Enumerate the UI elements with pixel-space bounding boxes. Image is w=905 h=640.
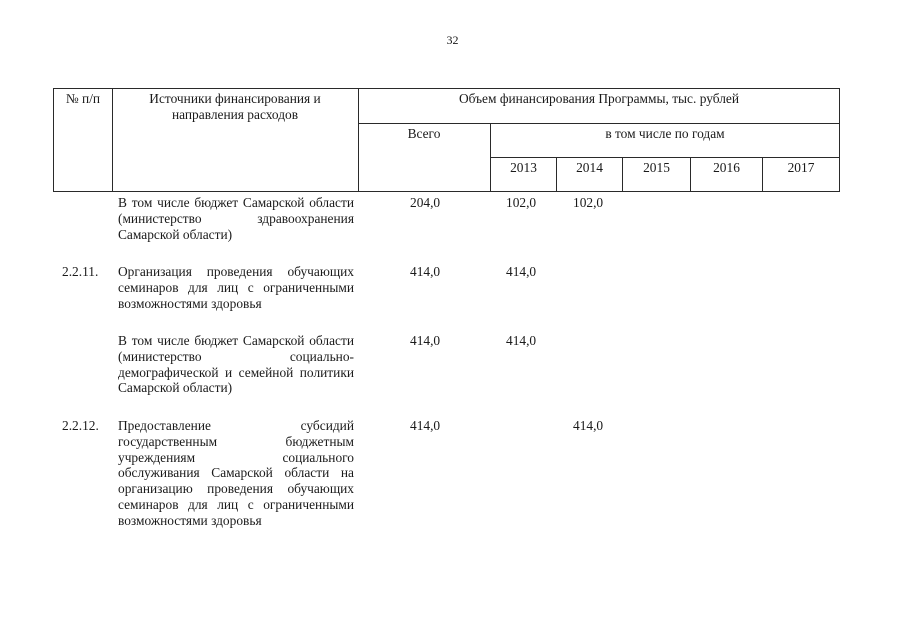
table-left-border — [53, 88, 54, 192]
header-year-2017: 2017 — [787, 160, 815, 175]
page-number: 32 — [446, 33, 459, 47]
header-source: Источники финансирования и направления расходов — [149, 91, 321, 122]
years-top-line — [490, 157, 840, 158]
row-4-text: Предоставление субсидий государственным бюджетным учреждениям социального обслуживания Самарской области на организацию проведения обучающих семинаров для лиц с ограниченными возможностями здоровья — [118, 418, 354, 528]
row-2-text: Организация проведения обучающих семинаров для лиц с ограниченными возможностями здоровья — [118, 264, 354, 311]
row-1-2014: 102,0 — [573, 195, 604, 210]
row-2-num: 2.2.11. — [62, 264, 99, 279]
row-4-num: 2.2.12. — [62, 418, 99, 433]
row-1-total: 204,0 — [410, 195, 441, 210]
header-total: Всего — [407, 126, 441, 141]
row-4-2014: 414,0 — [573, 418, 604, 433]
header-bottom-border — [53, 191, 840, 192]
col-divider-num — [112, 88, 113, 192]
row-3-2013: 414,0 — [506, 333, 537, 348]
header-by-years: в том числе по годам — [605, 126, 725, 141]
row-2-total: 414,0 — [410, 264, 441, 279]
header-year-2016: 2016 — [713, 160, 740, 175]
header-num: № п/п — [65, 91, 101, 106]
row-4-total: 414,0 — [410, 418, 441, 433]
row-2-2013: 414,0 — [506, 264, 537, 279]
row-3-total: 414,0 — [410, 333, 441, 348]
row-1-text: В том числе бюджет Самарской области (министерство здравоохранения Самарской области) — [118, 195, 354, 242]
header-funding: Объем финансирования Программы, тыс. рублей — [458, 91, 739, 106]
col-divider-source — [358, 88, 359, 192]
header-year-2013: 2013 — [510, 160, 537, 175]
col-divider-total — [490, 123, 491, 192]
row-1-2013: 102,0 — [506, 195, 537, 210]
table-top-border — [53, 88, 840, 89]
header-year-2014: 2014 — [576, 160, 603, 175]
header-year-2015: 2015 — [643, 160, 670, 175]
row-3-text: В том числе бюджет Самарской области (министерство социально-демографической и семейной политики Самарской области) — [118, 333, 354, 396]
subheader-line — [358, 123, 840, 124]
table-right-border — [839, 88, 840, 192]
